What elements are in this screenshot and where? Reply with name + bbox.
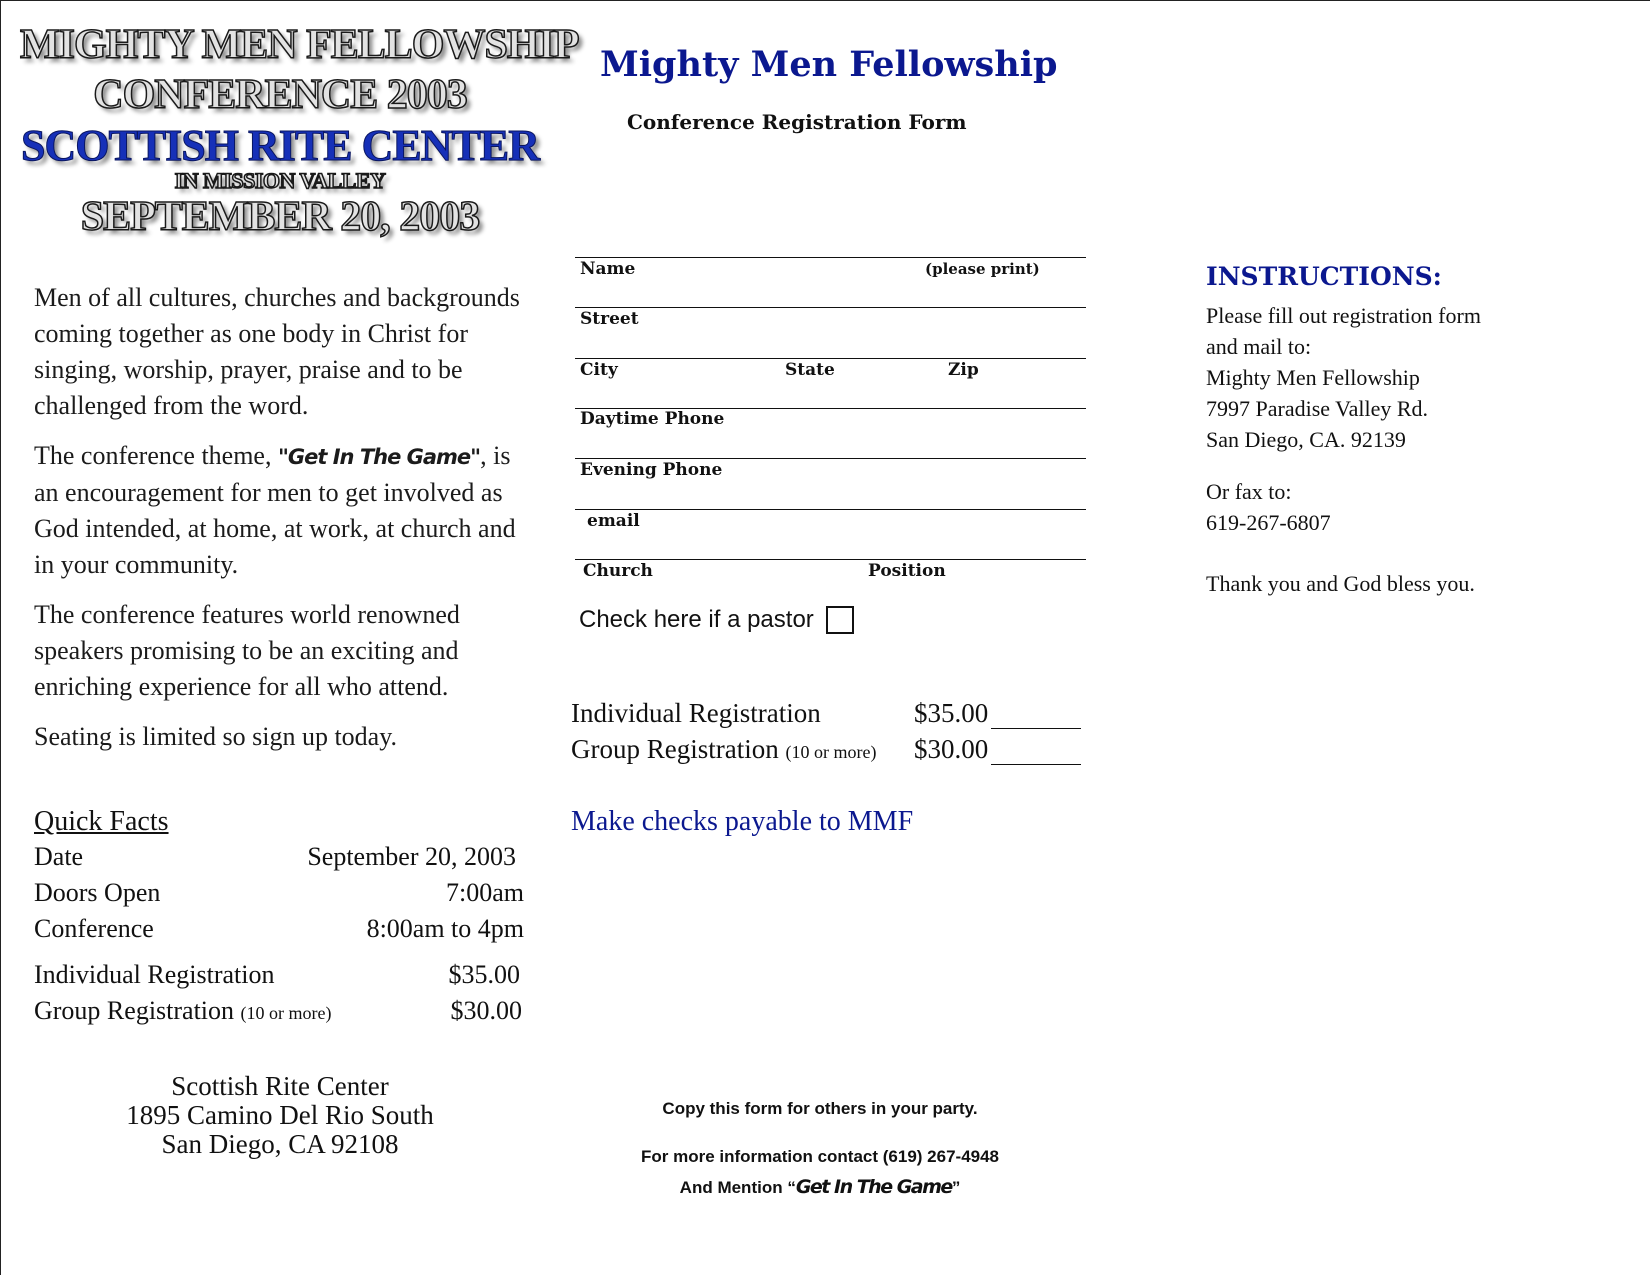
instructions-title: INSTRUCTIONS: <box>1206 262 1442 291</box>
pastor-checkbox[interactable] <box>826 606 854 634</box>
email-field[interactable] <box>575 559 1086 560</box>
theme-rest: , is an encouragement for men to get involved as God intended, at home, at work, at church and in your community. <box>34 441 516 579</box>
form-rule <box>575 257 1086 258</box>
email-label: email <box>587 511 640 531</box>
fax-block <box>1206 476 1331 538</box>
theme-name: "Get In The Game" <box>277 445 481 469</box>
quick-facts-row <box>34 878 524 914</box>
fee-price: $35.00 <box>914 698 989 728</box>
pastor-checkbox-row <box>579 606 854 634</box>
thanks-note: Thank you and God bless you. <box>1206 571 1475 596</box>
quick-facts-value: September 20, 2003 <box>307 842 516 871</box>
quick-facts-value: $35.00 <box>448 960 520 989</box>
venue-city: San Diego, CA 92108 <box>161 1129 399 1159</box>
checks-payable-note: Make checks payable to MMF <box>571 806 914 837</box>
venue-name: Scottish Rite Center <box>171 1071 389 1101</box>
quick-facts-value: $30.00 <box>450 996 522 1025</box>
quick-facts-label: Doors Open <box>34 878 161 907</box>
evening-phone-label: Evening Phone <box>580 460 723 480</box>
zip-label: Zip <box>948 360 979 380</box>
daytime-phone-label: Daytime Phone <box>580 409 725 429</box>
banner-line-5: SEPTEMBER 20, 2003 <box>80 194 480 240</box>
quick-facts-row <box>34 960 524 996</box>
quick-facts-label <box>34 996 332 1026</box>
daytime-phone-field[interactable] <box>575 458 1086 459</box>
instruction-line: and mail to: <box>1206 334 1312 359</box>
quick-facts-value: 7:00am <box>446 878 524 907</box>
fee-label: Group Registration <box>571 734 779 764</box>
name-field[interactable] <box>575 307 1086 308</box>
street-field[interactable] <box>575 358 1086 359</box>
venue-address <box>80 1072 480 1159</box>
church-label: Church <box>583 561 653 581</box>
quick-facts-label: Individual Registration <box>34 960 275 989</box>
group-fee-row <box>571 734 989 765</box>
state-label: State <box>785 360 835 380</box>
quick-facts-row <box>34 842 524 878</box>
individual-fee-row <box>571 698 989 729</box>
fee-label: Individual Registration <box>571 698 821 728</box>
intro-paragraph-4: Seating is limited so sign up today. <box>34 722 398 751</box>
instructions-body <box>1206 300 1481 455</box>
quick-facts-label: Date <box>34 842 84 871</box>
intro-paragraph-1: Men of all cultures, churches and backgrounds coming together as one body in Christ for singing, worship, prayer, praise and to be challenged from the word. <box>34 283 520 420</box>
mailing-name: Mighty Men Fellowship <box>1206 365 1420 390</box>
fax-label: Or fax to: <box>1206 479 1292 504</box>
quick-facts-note: (10 or more) <box>240 1003 332 1023</box>
banner-line-3: SCOTTISH RITE CENTER <box>21 121 539 170</box>
form-subtitle: Conference Registration Form <box>627 110 967 134</box>
position-label: Position <box>868 561 946 581</box>
mailing-street: 7997 Paradise Valley Rd. <box>1206 396 1429 421</box>
please-print-note: (please print) <box>925 260 1040 278</box>
city-label: City <box>580 360 618 380</box>
banner-line-1: MIGHTY MEN FELLOWSHIP <box>20 22 579 68</box>
theme-lead: The conference theme, <box>34 441 278 470</box>
conference-banner <box>20 22 579 240</box>
intro-paragraph-3: The conference features world renowned speakers promising to be an exciting and enriching experience for all who attend. <box>34 600 460 701</box>
intro-text <box>34 280 524 769</box>
intro-paragraph-2 <box>34 438 524 583</box>
mention-prefix: And Mention “ <box>679 1178 796 1197</box>
mailing-city: San Diego, CA. 92139 <box>1206 427 1406 452</box>
fee-amount-blank[interactable] <box>991 728 1081 729</box>
pastor-checkbox-label: Check here if a pastor <box>579 606 814 633</box>
quick-facts-label: Conference <box>34 914 154 943</box>
contact-info: For more information contact (619) 267-4948 <box>640 1147 1000 1166</box>
instruction-line: Please fill out registration form <box>1206 303 1481 328</box>
copy-form-note: Copy this form for others in your party. <box>662 1099 978 1118</box>
fee-amount-blank[interactable] <box>991 764 1081 765</box>
banner-line-2: CONFERENCE 2003 <box>93 72 467 118</box>
quick-facts-row <box>34 996 524 1032</box>
name-label: Name <box>580 259 636 279</box>
mention-suffix: ” <box>951 1178 961 1197</box>
quick-facts-title: Quick Facts <box>34 806 169 837</box>
venue-street: 1895 Camino Del Rio South <box>126 1100 434 1130</box>
banner-line-4: IN MISSION VALLEY <box>174 168 386 193</box>
fee-price: $30.00 <box>914 734 989 764</box>
mention-note <box>600 1176 1040 1198</box>
fax-number: 619-267-6807 <box>1206 510 1331 535</box>
quick-facts-label-text: Group Registration <box>34 996 235 1025</box>
fee-note: (10 or more) <box>785 742 877 762</box>
mention-theme: Get In The Game <box>795 1176 952 1198</box>
form-title: Mighty Men Fellowship <box>600 44 1058 85</box>
quick-facts-value: 8:00am to 4pm <box>366 914 524 943</box>
street-label: Street <box>580 309 639 329</box>
evening-phone-field[interactable] <box>575 509 1086 510</box>
quick-facts-row <box>34 914 524 950</box>
